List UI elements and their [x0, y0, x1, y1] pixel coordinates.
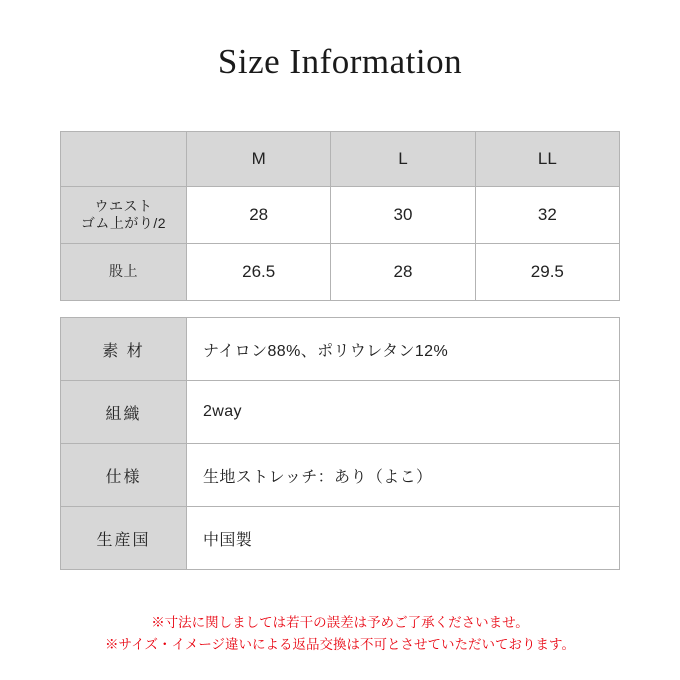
spec-label-structure: 組織 — [61, 381, 187, 444]
disclaimer-note-2: ※サイズ・イメージ違いによる返品交換は不可とさせていただいております。 — [105, 636, 575, 652]
size-rise-l: 28 — [331, 244, 475, 301]
size-table-body — [61, 187, 620, 301]
table-row — [61, 507, 620, 570]
size-row-label-waist — [61, 187, 187, 244]
table-header-row — [61, 132, 620, 187]
size-table-header-ll: LL — [475, 132, 619, 187]
spec-value-structure: 2way — [187, 381, 620, 444]
size-rise-m: 26.5 — [187, 244, 331, 301]
spec-table-body — [61, 318, 620, 570]
size-row-label-rise: 股上 — [61, 244, 187, 301]
spec-label-country: 生産国 — [61, 507, 187, 570]
size-table-header-l: L — [331, 132, 475, 187]
size-waist-m: 28 — [187, 187, 331, 244]
size-row-label-waist-line2: ゴム上がり/2 — [80, 215, 167, 231]
table-row — [61, 187, 620, 244]
table-row — [61, 244, 620, 301]
spec-label-features: 仕様 — [61, 444, 187, 507]
size-table-header-m: M — [187, 132, 331, 187]
spec-value-country: 中国製 — [187, 507, 620, 570]
size-table-header — [61, 132, 620, 187]
size-row-label-waist-line1: ウエスト — [94, 197, 153, 214]
spec-value-material: ナイロン88%、ポリウレタン12% — [187, 318, 620, 381]
size-table-header-blank — [61, 132, 187, 187]
size-waist-ll: 32 — [475, 187, 619, 244]
size-waist-l: 30 — [331, 187, 475, 244]
disclaimer-note-1: ※寸法に関しましては若干の誤差は予めご了承くださいませ。 — [151, 615, 529, 630]
specification-table — [60, 317, 620, 570]
spec-label-material: 素 材 — [61, 318, 187, 381]
table-row — [61, 318, 620, 381]
spec-value-features: 生地ストレッチ：あり（よこ） — [187, 444, 620, 507]
table-row — [61, 444, 620, 507]
page-title: Size Information — [217, 42, 463, 81]
table-row — [61, 381, 620, 444]
size-measurement-table — [60, 131, 620, 301]
disclaimer-notes — [0, 612, 680, 655]
size-rise-ll: 29.5 — [475, 244, 619, 301]
